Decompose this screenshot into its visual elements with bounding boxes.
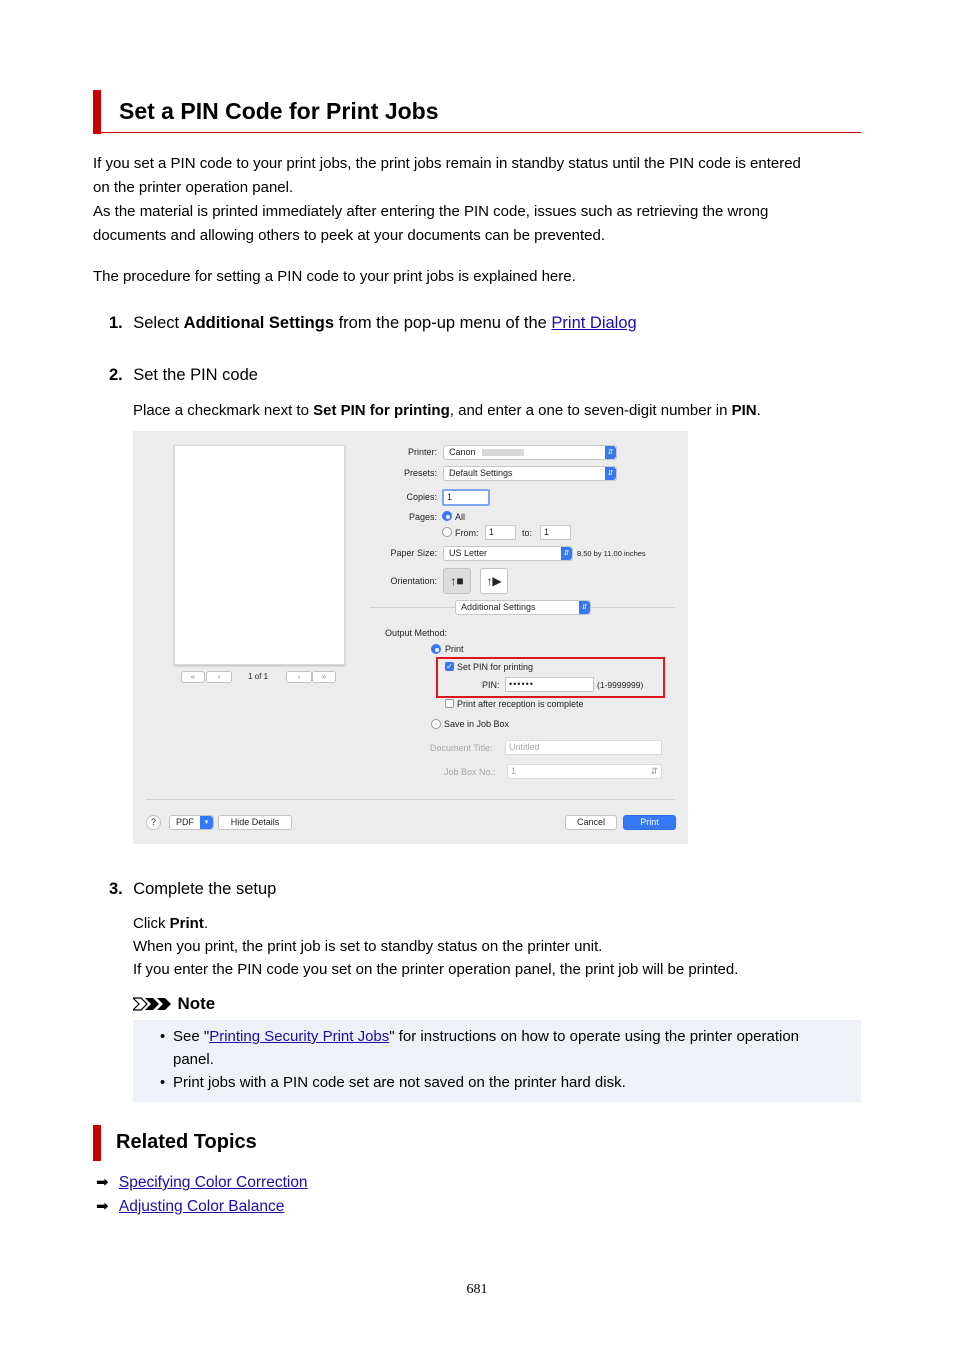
intro-line: As the material is printed immediately after entering the PIN code, issues such as retrieving the wrong xyxy=(93,203,769,220)
pin-range: (1-9999999) xyxy=(597,680,644,690)
portrait-orientation-icon[interactable]: ↑■ xyxy=(443,568,471,594)
chevron-updown-icon: ⇵ xyxy=(561,547,572,560)
intro-paragraph-2: The procedure for setting a PIN code to your print jobs is explained here. xyxy=(93,268,576,285)
desc-part: Place a checkmark next to xyxy=(133,402,314,419)
chevron-updown-icon: ⇵ xyxy=(605,467,616,480)
printer-label: Printer: xyxy=(407,447,437,457)
note-chevrons-icon xyxy=(133,996,173,1012)
step-2 xyxy=(109,366,258,385)
chevron-updown-icon: ⇵ xyxy=(605,446,616,459)
printer-select[interactable] xyxy=(443,445,617,460)
presets-select[interactable] xyxy=(443,466,617,481)
pages-to-input[interactable]: 1 xyxy=(540,525,571,540)
step-3 xyxy=(109,880,276,899)
step-number: 2. xyxy=(109,366,123,384)
help-button[interactable]: ? xyxy=(146,815,161,830)
panel-select-value: Additional Settings xyxy=(461,602,536,612)
step-text-part: Select xyxy=(133,314,184,332)
related-links xyxy=(96,1171,308,1219)
related-link-item xyxy=(96,1195,308,1219)
step-bold-term: Additional Settings xyxy=(183,314,335,332)
desc-part: , and enter a one to seven-digit number in xyxy=(449,402,732,419)
pages-all-label: All xyxy=(455,512,466,522)
step-text: Set the PIN code xyxy=(133,366,258,384)
related-topics-title: Related Topics xyxy=(116,1131,257,1153)
print-button[interactable]: Print xyxy=(623,815,676,830)
page-preview xyxy=(174,445,345,665)
paper-size-label: Paper Size: xyxy=(390,548,437,558)
step-number: 3. xyxy=(109,880,123,898)
desc-bold: Set PIN for printing xyxy=(313,402,450,419)
output-print-label: Print xyxy=(445,644,464,654)
related-link-item xyxy=(96,1171,308,1195)
pdf-menu-button[interactable] xyxy=(169,815,214,830)
heading-accent-bar xyxy=(93,90,101,134)
step-number: 1. xyxy=(109,314,123,332)
step-3-line: If you enter the PIN code you set on the printer operation panel, the print job will be printed. xyxy=(133,961,739,978)
print-after-label: Print after reception is complete xyxy=(457,699,584,709)
desc-part: . xyxy=(203,915,209,932)
paper-size-select[interactable] xyxy=(443,546,573,561)
page-count: 1 of 1 xyxy=(248,672,269,681)
intro-paragraph-1 xyxy=(93,152,863,248)
note-item xyxy=(160,1071,850,1094)
job-box-label: Job Box No.: xyxy=(444,767,496,777)
output-print-radio[interactable] xyxy=(431,644,441,654)
first-page-button[interactable]: « xyxy=(181,671,205,683)
set-pin-checkbox[interactable]: ✓ xyxy=(446,662,453,671)
landscape-orientation-icon[interactable]: ↑▶ xyxy=(480,568,508,594)
print-dialog-link[interactable]: Print Dialog xyxy=(551,314,637,332)
adjusting-color-balance-link[interactable]: Adjusting Color Balance xyxy=(118,1198,285,1215)
page-title: Set a PIN Code for Print Jobs xyxy=(119,98,439,124)
chevron-down-icon: ▾ xyxy=(200,816,213,829)
document-title-input[interactable]: Untitled xyxy=(505,740,662,755)
note-title: Note xyxy=(177,994,216,1013)
step-2-description xyxy=(133,399,761,422)
note-header xyxy=(133,994,215,1014)
step-3-description xyxy=(133,912,738,981)
pages-from-radio[interactable] xyxy=(442,527,452,537)
cancel-button[interactable]: Cancel xyxy=(565,815,617,830)
print-after-checkbox[interactable] xyxy=(445,699,454,708)
pin-input[interactable]: •••••• xyxy=(505,677,594,692)
note-text: Print jobs with a PIN code set are not saved on the printer hard disk. xyxy=(173,1074,626,1091)
job-box-select[interactable] xyxy=(507,764,662,779)
desc-part: Click xyxy=(133,915,170,932)
pages-to-label: to: xyxy=(522,528,533,538)
bullet: • xyxy=(160,1074,166,1091)
set-pin-label: Set PIN for printing xyxy=(457,662,534,672)
paper-size-value: US Letter xyxy=(449,548,488,558)
paper-dimensions: 8.50 by 11.00 inches xyxy=(577,549,646,558)
step-text xyxy=(133,314,636,332)
copies-label: Copies: xyxy=(406,492,437,502)
job-box-value: 1 xyxy=(511,766,517,776)
step-text: Complete the setup xyxy=(133,880,277,898)
printing-security-print-jobs-link[interactable]: Printing Security Print Jobs xyxy=(209,1028,390,1045)
bottom-separator xyxy=(146,799,675,800)
note-text: See " xyxy=(173,1028,210,1045)
desc-part: . xyxy=(756,402,761,419)
desc-bold: Print xyxy=(169,915,204,932)
printer-value: Canon xyxy=(449,447,476,457)
pdf-label: PDF xyxy=(176,817,194,827)
intro-line: on the printer operation panel. xyxy=(93,179,294,196)
bullet: • xyxy=(160,1028,166,1045)
arrow-right-icon: ➡ xyxy=(96,1174,109,1191)
arrow-right-icon: ➡ xyxy=(96,1198,109,1215)
output-method-label: Output Method: xyxy=(385,628,448,638)
presets-label: Presets: xyxy=(403,468,437,478)
specifying-color-correction-link[interactable]: Specifying Color Correction xyxy=(118,1174,308,1191)
save-job-box-label: Save in Job Box xyxy=(444,719,510,729)
heading-underline xyxy=(101,132,861,133)
step-3-line xyxy=(133,912,738,935)
pages-from-input[interactable]: 1 xyxy=(485,525,516,540)
step-text-part: from the pop-up menu of the xyxy=(334,314,552,332)
printer-name-blur xyxy=(482,449,524,456)
pages-label: Pages: xyxy=(408,512,437,522)
intro-line: documents and allowing others to peek at your documents can be prevented. xyxy=(93,227,605,244)
presets-value: Default Settings xyxy=(449,468,513,478)
step-3-line: When you print, the print job is set to standby status on the printer unit. xyxy=(133,938,603,955)
copies-input[interactable]: 1 xyxy=(442,489,490,506)
desc-bold: PIN xyxy=(731,402,757,419)
last-page-button[interactable]: » xyxy=(312,671,336,683)
page-number: 681 xyxy=(466,1282,488,1297)
pin-label: PIN: xyxy=(482,680,500,690)
next-page-button[interactable]: › xyxy=(286,671,312,683)
panel-select[interactable] xyxy=(455,600,591,615)
document-title-label: Document Title: xyxy=(430,743,493,753)
prev-page-button[interactable]: ‹ xyxy=(206,671,232,683)
hide-details-button[interactable]: Hide Details xyxy=(218,815,292,830)
pages-all-radio[interactable] xyxy=(442,511,452,521)
pages-from-label: From: xyxy=(455,528,479,538)
intro-line: If you set a PIN code to your print jobs, the print jobs remain in standby status until the PIN code is entered xyxy=(93,155,801,172)
save-job-box-radio[interactable] xyxy=(431,719,441,729)
step-1 xyxy=(109,314,637,333)
note-text: " for instructions on how to operate using the printer operation xyxy=(389,1028,799,1045)
orientation-label: Orientation: xyxy=(390,576,437,586)
note-item xyxy=(160,1025,850,1071)
chevron-updown-icon: ⇵ xyxy=(650,766,658,776)
related-accent-bar xyxy=(93,1125,101,1161)
note-list xyxy=(160,1025,850,1094)
chevron-updown-icon: ⇵ xyxy=(579,601,590,614)
note-text: panel. xyxy=(173,1051,214,1068)
